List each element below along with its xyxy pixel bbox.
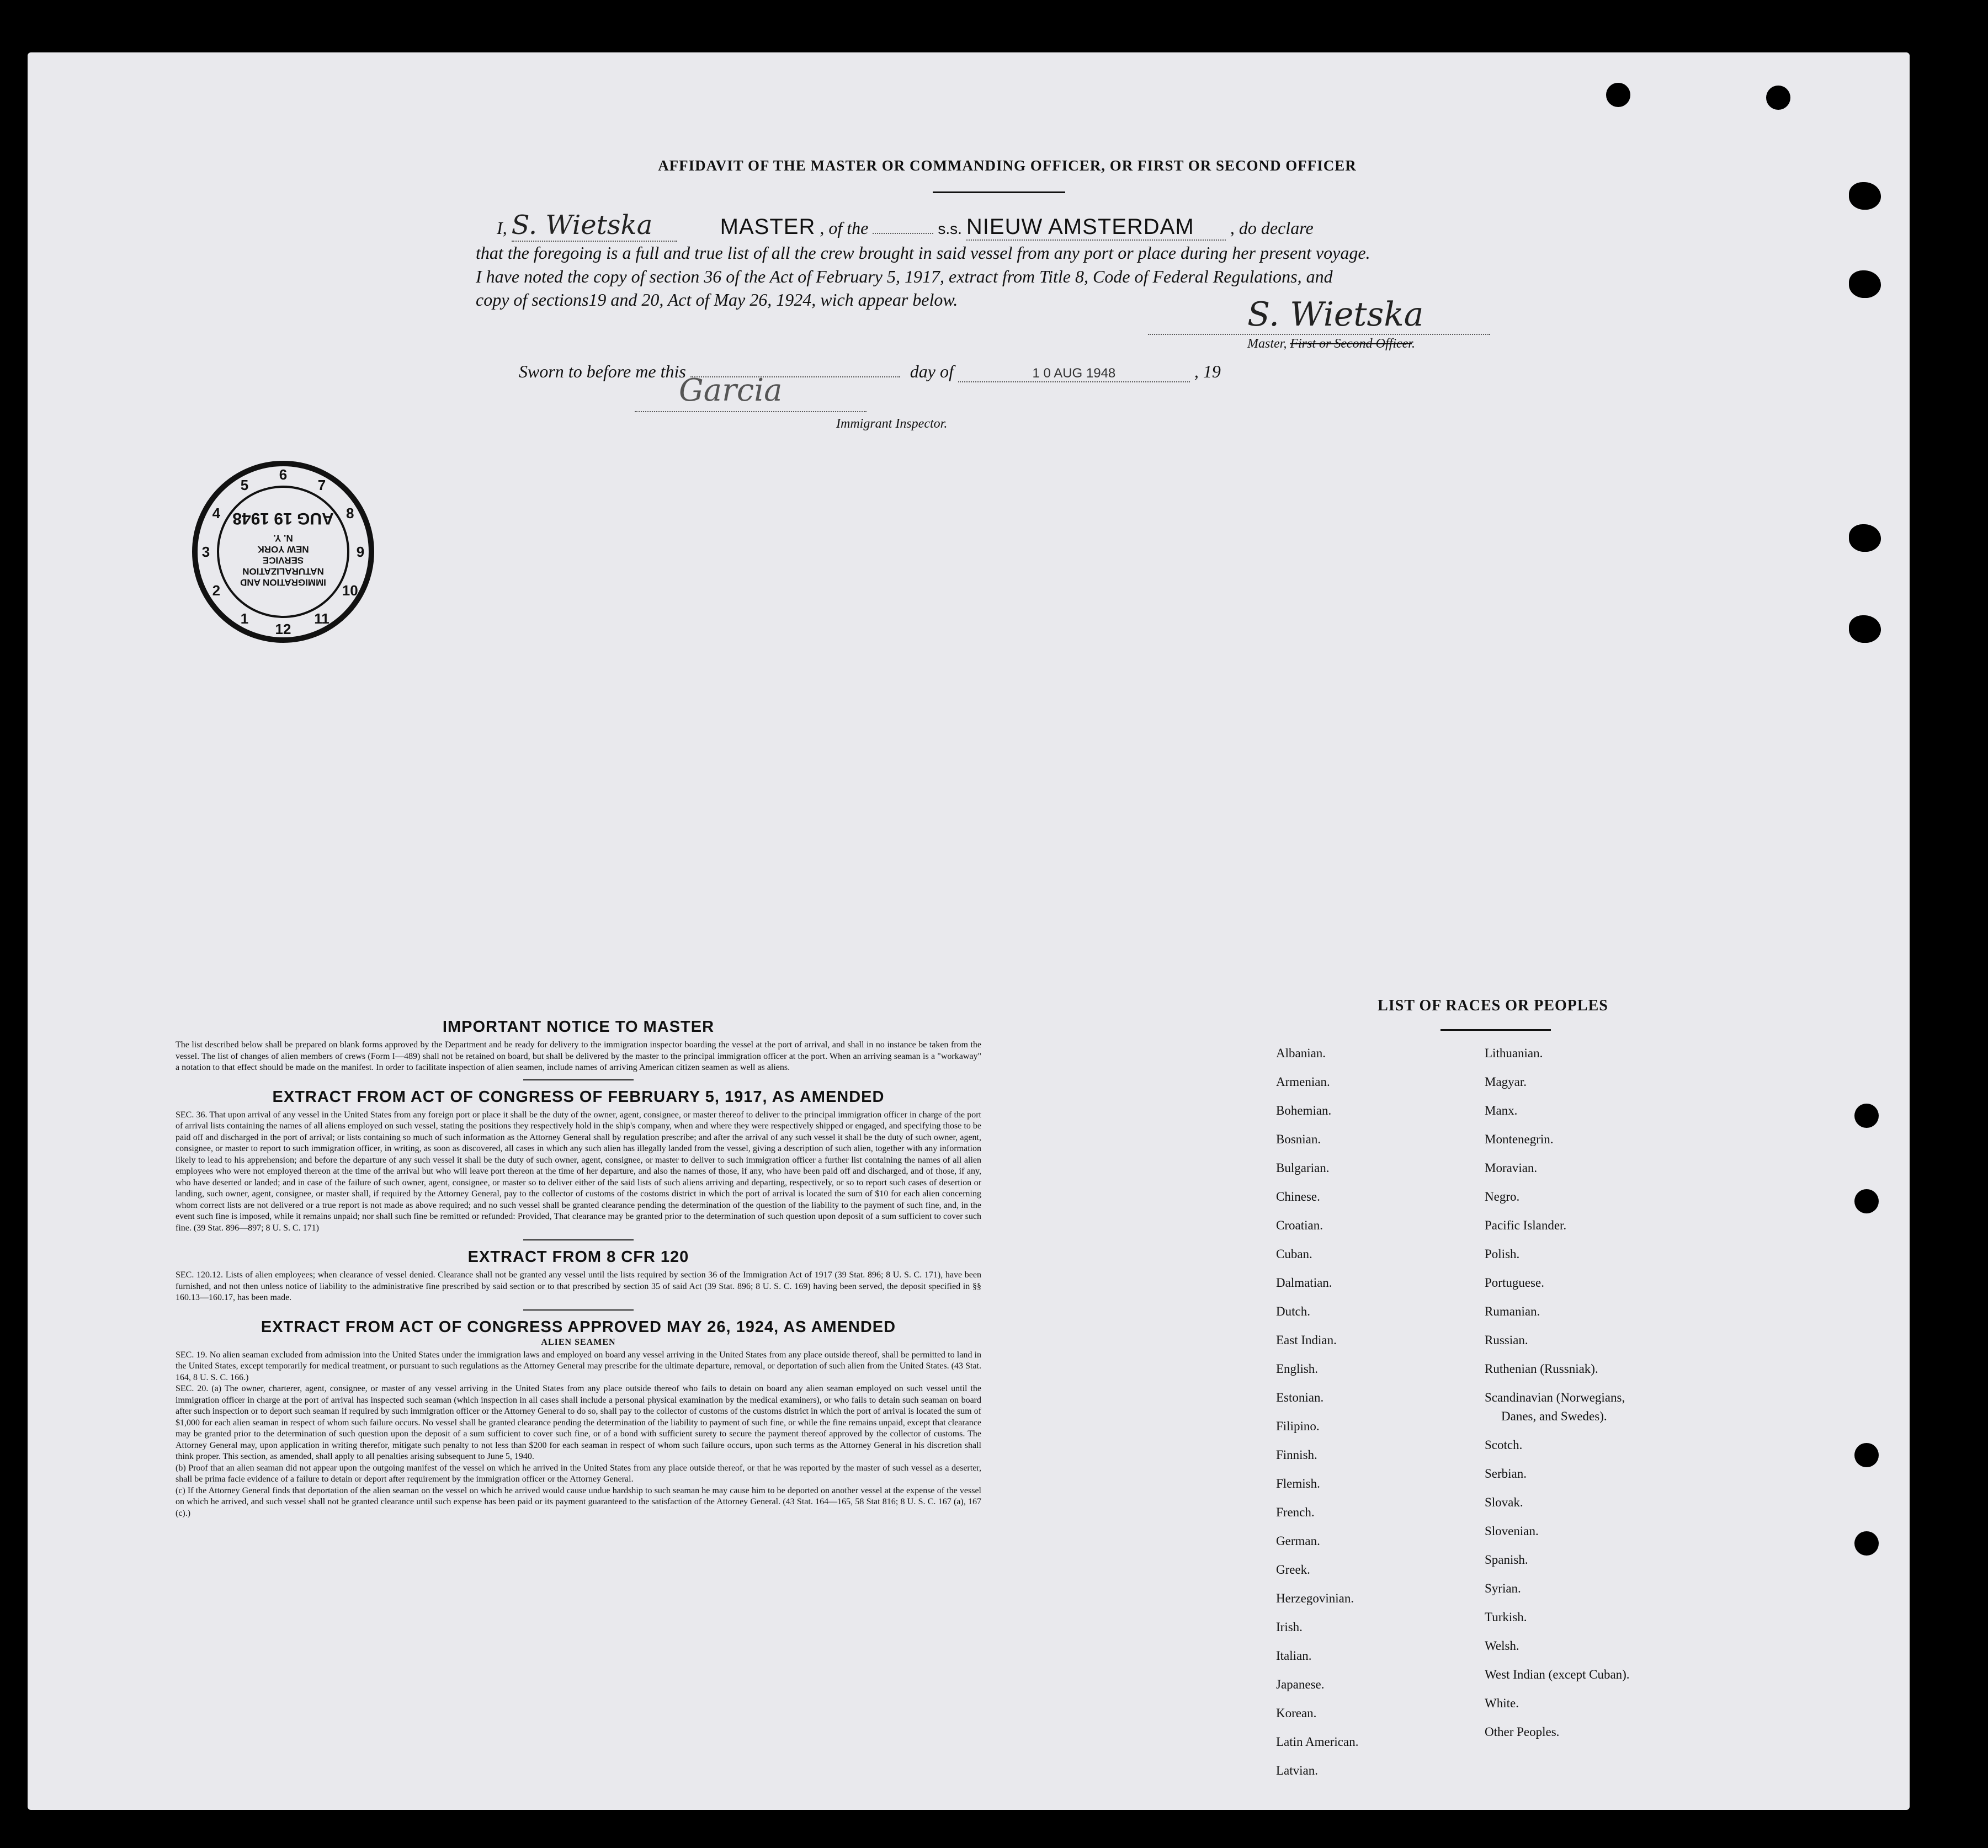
- stamp-hour-number: 12: [275, 621, 291, 637]
- affidavit-line-3: I have noted the copy of section 36 of the Act of February 5, 1917, extract from Title 8, Code of Federal Regulations, and: [476, 267, 1333, 286]
- stamp-hour-number: 7: [317, 476, 326, 493]
- stamp-line3: SERVICE: [262, 555, 304, 566]
- signature-line: [1148, 334, 1490, 335]
- races-title-underline: [1440, 1029, 1551, 1031]
- race-item: Greek.: [1276, 1563, 1310, 1577]
- race-item: Bulgarian.: [1276, 1161, 1330, 1175]
- race-item: Negro.: [1485, 1190, 1520, 1203]
- binder-hole: [1766, 86, 1790, 110]
- inspector-signature-line: [635, 411, 867, 412]
- do-declare-label: , do declare: [1230, 218, 1314, 238]
- race-item: Latin American.: [1276, 1735, 1359, 1749]
- master-title-line: Master, First or Second Officer.: [1247, 337, 1415, 351]
- stamp-line5: N. Y.: [273, 533, 293, 544]
- race-item: Albanian.: [1276, 1046, 1326, 1060]
- year-prefix: , 19: [1194, 361, 1221, 381]
- binder-hole: [1849, 615, 1881, 643]
- stamp-hour-number: 6: [279, 466, 288, 483]
- race-item: Latvian.: [1276, 1764, 1318, 1777]
- race-item: Manx.: [1485, 1104, 1518, 1117]
- race-item: Italian.: [1276, 1649, 1312, 1663]
- extract3-paragraph: (b) Proof that an alien seaman did not appear upon the outgoing manifest of the vessel on which he arrived in the United States from any place outside thereof, or that he was reported by the master of such vessel as a deserter, shall be prima facie evidence of a failure to detain or deport after requirement by the immigration officer or the Attorney General.: [176, 1463, 981, 1484]
- divider: [523, 1309, 634, 1311]
- race-item: Bosnian.: [1276, 1132, 1321, 1146]
- extract2-title: EXTRACT FROM 8 CFR 120: [467, 1248, 689, 1266]
- race-item: Herzegovinian.: [1276, 1591, 1354, 1605]
- binder-hole: [1606, 83, 1630, 107]
- vessel-name: NIEUW AMSTERDAM: [966, 215, 1226, 241]
- ss-label: s.s.: [938, 220, 962, 237]
- stamp-hour-number: 3: [201, 544, 210, 560]
- sworn-label: Sworn to before me this: [519, 361, 686, 381]
- race-item: Bohemian.: [1276, 1104, 1332, 1117]
- of-the-label: , of the: [820, 218, 869, 238]
- rank-value: MASTER: [720, 215, 816, 239]
- stamp-hour-number: 2: [212, 582, 221, 599]
- race-item: East Indian.: [1276, 1333, 1337, 1347]
- binder-hole: [1854, 1189, 1879, 1213]
- race-item: Other Peoples.: [1485, 1725, 1560, 1739]
- races-list-title: LIST OF RACES OR PEOPLES: [1378, 997, 1608, 1014]
- race-item: Russian.: [1485, 1333, 1528, 1347]
- stamp-hour-number: 5: [240, 476, 249, 493]
- stamp-line2: NATURALIZATION: [242, 566, 324, 577]
- extract1-title: EXTRACT FROM ACT OF CONGRESS OF FEBRUARY 5, 1917, AS AMENDED: [272, 1088, 885, 1106]
- binder-hole: [1854, 1531, 1879, 1556]
- race-item: Turkish.: [1485, 1610, 1527, 1624]
- stamp-hour-number: 11: [314, 610, 329, 627]
- binder-hole: [1849, 524, 1881, 552]
- race-item: West Indian (except Cuban).: [1485, 1668, 1630, 1681]
- stamp-hour-number: 8: [345, 505, 354, 521]
- race-item: Korean.: [1276, 1706, 1317, 1720]
- stamp-line1: IMMIGRATION AND: [240, 577, 326, 588]
- race-item: White.: [1485, 1696, 1519, 1710]
- race-item: Dutch.: [1276, 1304, 1310, 1318]
- master-label: Master,: [1247, 337, 1287, 351]
- race-item: Serbian.: [1485, 1467, 1527, 1480]
- struck-officer-label: First or Second Officer: [1290, 337, 1412, 351]
- race-item: Armenian.: [1276, 1075, 1330, 1089]
- race-item: Moravian.: [1485, 1161, 1538, 1175]
- binder-hole: [1854, 1443, 1879, 1467]
- stamp-date: AUG 19 1948: [232, 509, 334, 528]
- races-column-left: [1276, 1039, 1358, 1785]
- binder-hole: [1854, 1104, 1879, 1128]
- master-name-signature: S. Wietska: [512, 210, 677, 242]
- race-item: Spanish.: [1485, 1553, 1528, 1567]
- race-item: Syrian.: [1485, 1581, 1521, 1595]
- race-item: Estonian.: [1276, 1391, 1324, 1404]
- stamp-hour-number: 1: [240, 610, 249, 627]
- race-item: Dalmatian.: [1276, 1276, 1332, 1290]
- race-item: Magyar.: [1485, 1075, 1527, 1089]
- race-item: Flemish.: [1276, 1477, 1320, 1490]
- extract3-paragraph: (c) If the Attorney General finds that deportation of the alien seaman on the vessel on which he arrived would cause undue hardship to such seaman he may cause him to be deported on another vessel at the expense of the vessel on which he arrived, and such vessel shall not be granted clearance until such expense has been paid or its payment guaranteed to the satisfaction of the Attorney General. (43 Stat. 164—165, 58 Stat 816; 8 U. S. C. 167 (a), 167 (c).): [176, 1485, 981, 1518]
- extract3-title: EXTRACT FROM ACT OF CONGRESS APPROVED MAY 26, 1924, AS AMENDED: [261, 1318, 896, 1336]
- race-item: Finnish.: [1276, 1448, 1317, 1462]
- title-underline: [933, 191, 1065, 193]
- race-item: Scandinavian (Norwegians,: [1485, 1391, 1625, 1404]
- affidavit-line-1: [497, 210, 1314, 242]
- stamp-hour-number: 4: [212, 505, 221, 521]
- inspector-label: Immigrant Inspector.: [836, 417, 948, 431]
- date-stamp: 1 0 AUG 1948: [958, 366, 1190, 382]
- race-item: French.: [1276, 1505, 1315, 1519]
- affidavit-title: AFFIDAVIT OF THE MASTER OR COMMANDING OFFICER, OR FIRST OR SECOND OFFICER: [658, 157, 1357, 174]
- race-item: Irish.: [1276, 1620, 1303, 1634]
- stamp-line4: NEW YORK: [257, 544, 309, 555]
- divider: [523, 1079, 634, 1080]
- race-item: English.: [1276, 1362, 1319, 1376]
- race-item: Japanese.: [1276, 1677, 1325, 1691]
- stamp-graphic: [189, 458, 377, 646]
- race-item: Slovak.: [1485, 1495, 1523, 1509]
- stamp-hour-number: 9: [356, 544, 365, 560]
- race-item: Rumanian.: [1485, 1304, 1540, 1318]
- stamp-hour-number: 10: [342, 582, 358, 599]
- inspector-signature: Garcia: [679, 372, 783, 408]
- immigration-date-stamp: [189, 458, 377, 646]
- extract1-text: SEC. 36. That upon arrival of any vessel in the United States from any foreign port or place it shall be the duty of the owner, agent, consignee, or master thereof to deliver to the principal immigration officer in charge of the port of arrival lists containing the names of all aliens employed on such vessel, stating the positions they respectively hold in the ship's company, when and where they were respectively shipped or engaged, and specifying those to be paid off and discharged in the port of arrival; or lists containing so much of such information as the Attorney General shall by regulation prescribe; and after the arrival of any such vessel it shall be the duty of such owner, agent, consignee, or master to report to such immigration officer, in writing, as soon as discovered, all cases in which any such alien has illegally landed from the vessel, giving a description of such alien, together with any information likely to lead to his apprehension; and before the departure of any such vessel it shall be the duty of such owner, agent, consignee, or master to deliver to such immigration officer a further list containing the names of all alien employees who were not employed thereon at the time of the arrival but who will leave port thereon at the time of her departure, and also the names of those, if any, who have been paid off and discharged, and of those, if any, who have deserted or landed; and in case of the failure of such owner, agent, consignee, or master so to deliver either of the said lists of such aliens arriving and departing, respectively, or so to report such cases of desertion or landing, such owner, agent, consignee, or master shall, if required by the Attorney General, pay to the collector of customs of the costoms district in which the port of arrival is located the sum of $10 for each alien concerning whom correct lists are not delivered or a true report is not made as above required; and no such vessel shall be granted clearance pending the determination of the question of the liability to the payment of such fine, and, in the event such fine is imposed, while it remains unpaid; nor shall such fine be remitted or refunded: Provided, That clearance may be granted prior to the determination of such question upon deposit of a sum sufficient to cover such fine. (39 Stat. 896—897; 8 U. S. C. 171): [176, 1110, 981, 1233]
- race-item: Lithuanian.: [1485, 1046, 1543, 1060]
- divider: [523, 1239, 634, 1240]
- race-item: Filipino.: [1276, 1419, 1320, 1433]
- extract3-paragraph: SEC. 19. No alien seaman excluded from admission into the United States under the immigration laws and employed on board any vessel arriving in the United States from any place outside thereof, shall be permitted to land in the United States, except temporarily for medical treatment, or pursuant to such regulations as the Attorney General may prescribe for the ultimate departure, removal, or deportation of such alien from the United States. (43 Stat. 164, 8 U. S. C. 166.): [176, 1350, 981, 1382]
- notice-text: The list described below shall be prepared on blank forms approved by the Department and be ready for delivery to the immigration inspector boarding the vessel at the port of arrival, and shall in no instance be taken from the vessel. The list of changes of alien members of crews (Form I—489) shall not be retained on board, but shall be delivered by the master to the principal immigration officer at the port. When an arriving seaman is a "workaway" a notation to that effect should be made on the manifest. In order to facilitate inspection of alien seamen, include names of arriving American citizen seamen as well as aliens.: [176, 1040, 981, 1072]
- document-page: [28, 52, 1910, 1810]
- races-column-right: [1485, 1039, 1630, 1746]
- race-item: Pacific Islander.: [1485, 1218, 1567, 1232]
- race-item: Ruthenian (Russniak).: [1485, 1362, 1598, 1376]
- notice-block: [176, 1018, 981, 1519]
- race-item: Montenegrin.: [1485, 1132, 1554, 1146]
- extract3-subtitle: ALIEN SEAMEN: [541, 1337, 616, 1347]
- day-of-label: day of: [910, 361, 954, 381]
- binder-hole: [1849, 270, 1881, 298]
- race-item: Portuguese.: [1485, 1276, 1544, 1290]
- notice-title: IMPORTANT NOTICE TO MASTER: [442, 1018, 715, 1036]
- race-item: German.: [1276, 1534, 1320, 1548]
- i-label: I,: [497, 218, 507, 238]
- race-item: Scotch.: [1485, 1438, 1523, 1452]
- binder-hole: [1849, 182, 1881, 210]
- extract3-paragraph: SEC. 20. (a) The owner, charterer, agent, consignee, or master of any vessel arriving in the United States from any place outside thereof who fails to detain on board any alien seaman employed on such vessel until the immigration officer in charge at the port of arrival has inspected such seaman (which inspection in all cases shall include a personal physical examination by the medical examiners), or who fails to detain such seaman on board after such inspection or to deport such seaman if required by such immigration officer or the Attorney General to do so, shall pay to the collector of customs of the customs district in which the port of arrival is located the sum of $1,000 for each alien seaman in respect of whom such failure occurs. No vessel shall be granted clearance pending the determination of the liability to payment of such fine, or while the fine remains unpaid, except that clearance may be granted prior to the determination of such question upon the deposit of a sum sufficient to cover such fine, or of a bond with sufficient surety to secure the payment thereof approved by the collector of customs. The Attorney General may, upon application in writing therefor, mitigate such penalty to not less than $200 for each seaman in respect of whom such failure occurs, upon such terms as the Attorney General in his discretion shall think proper. This section, as amended, shall apply to all penalties arising subsequent to June 5, 1940.: [176, 1384, 981, 1461]
- extract2-text: SEC. 120.12. Lists of alien employees; when clearance of vessel denied. Clearance shall not be granted any vessel until the lists required by section 36 of the Immigration Act of 1917 (39 Stat. 896; 8 U. S. C. 171), have been furnished, and not then unless notice of liability to the administrative fine prescribed by said section or to that prescribed by section 35 of said Act (39 Stat. 896; 8 U. S. C. 169) having been served, the deposit specified in §§ 160.13—160.17, has been made.: [176, 1270, 981, 1302]
- race-item: Cuban.: [1276, 1247, 1312, 1261]
- master-signature: S. Wietska: [1247, 295, 1424, 334]
- sworn-line: [519, 361, 1221, 382]
- race-item: Chinese.: [1276, 1190, 1320, 1203]
- race-item: Croatian.: [1276, 1218, 1323, 1232]
- affidavit-line-2: that the foregoing is a full and true list of all the crew brought in said vessel from any port or place during her present voyage.: [476, 243, 1370, 263]
- race-item: Slovenian.: [1485, 1524, 1539, 1538]
- race-item: Danes, and Swedes).: [1501, 1409, 1607, 1423]
- race-item: Polish.: [1485, 1247, 1520, 1261]
- race-item: Welsh.: [1485, 1639, 1519, 1653]
- affidavit-line-4: copy of sections19 and 20, Act of May 26, 1924, wich appear below.: [476, 290, 958, 310]
